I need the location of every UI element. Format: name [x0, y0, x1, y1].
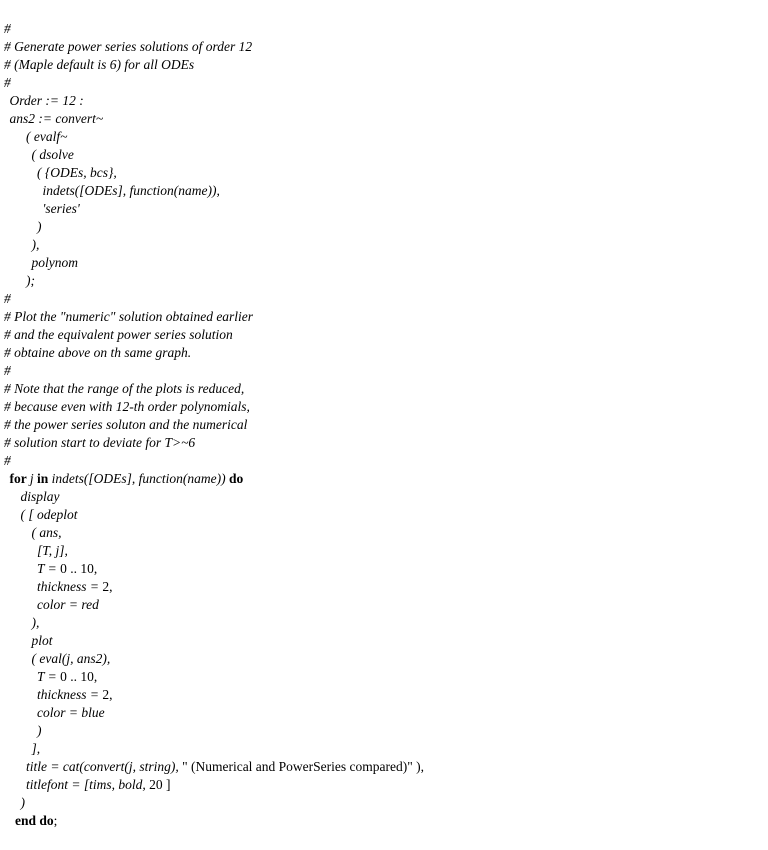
- code-token: T =: [37, 561, 61, 576]
- code-line[interactable]: [10, 110, 104, 128]
- comment-line[interactable]: [4, 290, 11, 308]
- code-token: ans2 := convert~: [9, 111, 104, 126]
- code-token: ( ans,: [31, 525, 62, 540]
- code-token: thickness =: [37, 687, 103, 702]
- code-token: title = cat(convert(j, string),: [26, 759, 183, 774]
- code-token: color = blue: [37, 705, 105, 720]
- code-token: ( eval(j, ans2),: [31, 651, 111, 666]
- comment-text: # Note that the range of the plots is reduced,: [4, 381, 245, 396]
- comment-text: #: [4, 291, 11, 306]
- comment-line[interactable]: [4, 38, 252, 56]
- code-line[interactable]: [32, 614, 40, 632]
- code-token: " (Numerical and PowerSeries compared)" ),: [182, 759, 425, 774]
- comment-text: #: [4, 21, 11, 36]
- comment-text: # Plot the "numeric" solution obtained earlier: [4, 309, 254, 324]
- comment-text: # (Maple default is 6) for all ODEs: [4, 57, 195, 72]
- code-line[interactable]: [21, 794, 26, 812]
- code-token: Order := 12 :: [9, 93, 84, 108]
- code-line[interactable]: [32, 650, 111, 668]
- code-token: j: [29, 471, 38, 486]
- code-token: ( {ODEs, bcs},: [37, 165, 117, 180]
- comment-line[interactable]: [4, 452, 11, 470]
- code-token: 'series': [42, 201, 80, 216]
- code-line[interactable]: [43, 182, 220, 200]
- code-token: thickness =: [37, 579, 103, 594]
- comment-text: # and the equivalent power series solution: [4, 327, 233, 342]
- code-token: polynom: [31, 255, 78, 270]
- comment-line[interactable]: [4, 362, 11, 380]
- code-line[interactable]: [32, 146, 74, 164]
- code-line[interactable]: [37, 596, 99, 614]
- code-line[interactable]: [32, 524, 62, 542]
- code-token: 20 ]: [149, 777, 171, 792]
- code-line[interactable]: [26, 272, 35, 290]
- code-line[interactable]: [37, 722, 42, 740]
- comment-line[interactable]: [4, 20, 11, 38]
- code-line[interactable]: [15, 812, 57, 830]
- code-token: ;: [53, 813, 58, 828]
- code-token: 0 .. 10,: [60, 669, 98, 684]
- code-token: ( dsolve: [31, 147, 74, 162]
- code-token: 2,: [102, 687, 113, 702]
- code-line[interactable]: [32, 740, 41, 758]
- comment-line[interactable]: [4, 398, 250, 416]
- code-token: [T, j],: [37, 543, 68, 558]
- comment-text: # obtaine above on th same graph.: [4, 345, 192, 360]
- code-token: 2,: [102, 579, 113, 594]
- code-token: ),: [31, 237, 40, 252]
- code-line[interactable]: [10, 92, 84, 110]
- code-line[interactable]: [37, 578, 112, 596]
- code-token: ),: [31, 615, 40, 630]
- code-token: );: [26, 273, 35, 288]
- code-line[interactable]: [32, 632, 53, 650]
- code-token: ): [37, 723, 42, 738]
- comment-line[interactable]: [4, 416, 247, 434]
- comment-line[interactable]: [4, 308, 253, 326]
- comment-text: #: [4, 75, 11, 90]
- code-token: ( [ odeplot: [20, 507, 78, 522]
- keyword-token: end do: [15, 813, 54, 828]
- code-token: 0 .. 10,: [60, 561, 98, 576]
- code-token: color = red: [37, 597, 99, 612]
- code-token: indets([ODEs], function(name)),: [42, 183, 220, 198]
- code-line[interactable]: [32, 254, 79, 272]
- code-token: ( evalf~: [26, 129, 68, 144]
- comment-line[interactable]: [4, 380, 244, 398]
- keyword-token: in: [37, 471, 52, 486]
- comment-line[interactable]: [4, 74, 11, 92]
- comment-line[interactable]: [4, 344, 191, 362]
- code-line[interactable]: [37, 686, 112, 704]
- comment-text: #: [4, 453, 11, 468]
- comment-text: # solution start to deviate for T>~6: [4, 435, 196, 450]
- code-token: plot: [31, 633, 53, 648]
- code-line[interactable]: [26, 776, 171, 794]
- code-line[interactable]: [26, 758, 424, 776]
- keyword-token: for: [9, 471, 30, 486]
- code-token: ],: [31, 741, 41, 756]
- code-token: ): [37, 219, 42, 234]
- comment-text: # because even with 12-th order polynomials,: [4, 399, 250, 414]
- code-token: titlefont = [tims, bold,: [26, 777, 150, 792]
- comment-line[interactable]: [4, 326, 233, 344]
- code-line[interactable]: [37, 560, 97, 578]
- keyword-token: do: [229, 471, 244, 486]
- comment-line[interactable]: [4, 56, 194, 74]
- code-line[interactable]: [10, 470, 244, 488]
- code-token: display: [20, 489, 60, 504]
- comment-text: # Generate power series solutions of order 12: [4, 39, 253, 54]
- code-line[interactable]: [37, 704, 105, 722]
- code-line[interactable]: [26, 128, 67, 146]
- code-line[interactable]: [21, 506, 78, 524]
- code-line[interactable]: [37, 542, 68, 560]
- code-line[interactable]: [43, 200, 80, 218]
- code-line[interactable]: [37, 218, 42, 236]
- code-token: ): [20, 795, 25, 810]
- code-token: indets([ODEs], function(name)): [51, 471, 230, 486]
- comment-text: # the power series soluton and the numerical: [4, 417, 248, 432]
- code-line[interactable]: [37, 668, 97, 686]
- comment-text: #: [4, 363, 11, 378]
- code-line[interactable]: [32, 236, 40, 254]
- code-line[interactable]: [21, 488, 60, 506]
- code-line[interactable]: [37, 164, 117, 182]
- comment-line[interactable]: [4, 434, 195, 452]
- code-token: T =: [37, 669, 61, 684]
